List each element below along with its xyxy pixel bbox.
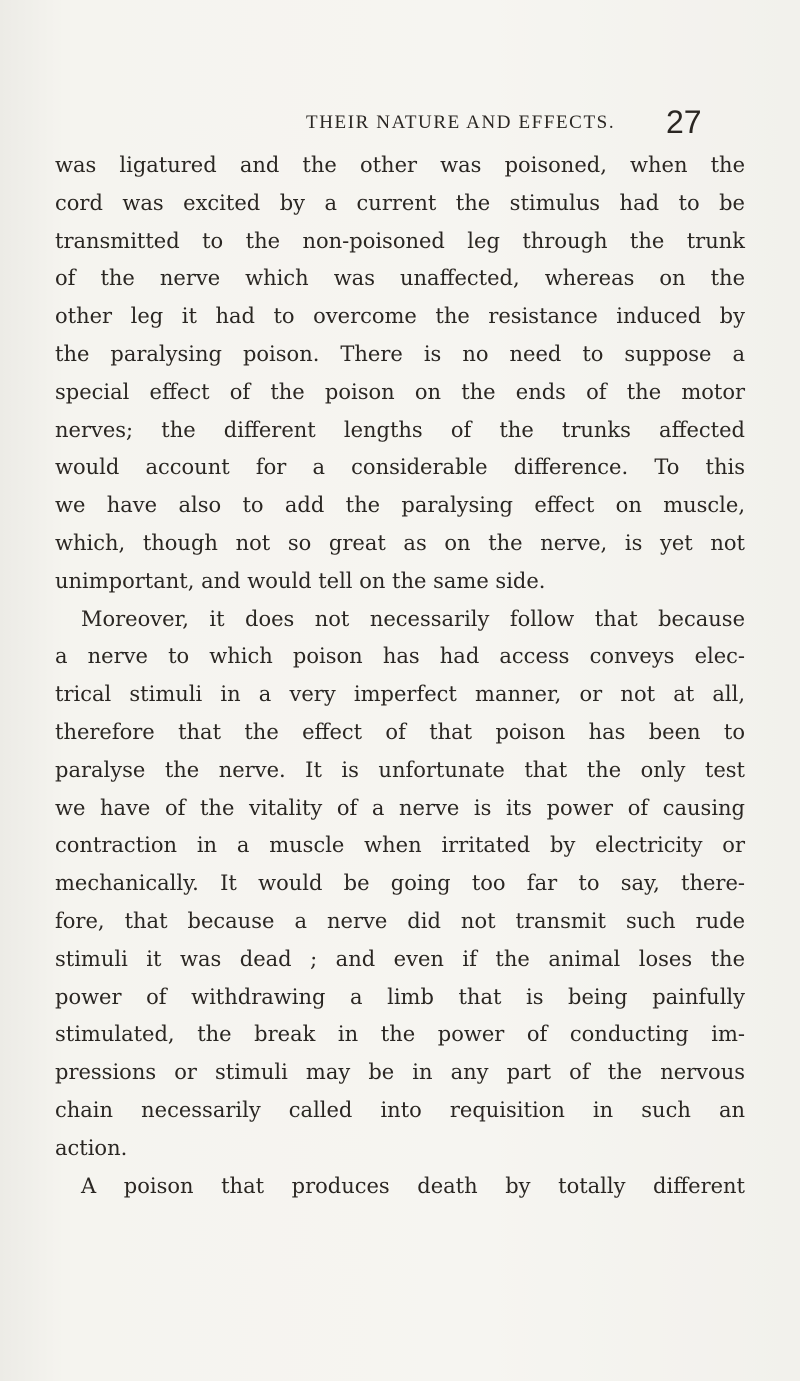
text-line-20: mechanically. It would be going too far to say, there- (55, 871, 745, 896)
page-number: 27 (666, 104, 702, 140)
text-line-3: transmitted to the non-poisoned leg through the trunk (55, 228, 745, 253)
text-line-23: power of withdrawing a limb that is being painfully (55, 984, 745, 1009)
text-line-24: stimulated, the break in the power of conducting im- (55, 1022, 745, 1047)
text-line-5: other leg it had to overcome the resistance induced by (55, 304, 745, 329)
text-line-21: fore, that because a nerve did not transmit such rude (55, 908, 745, 933)
text-line-14: a nerve to which poison has had access conveys elec- (55, 644, 745, 669)
running-head (0, 104, 800, 144)
text-line-9: would account for a considerable difference. To this (55, 455, 745, 480)
text-line-17: paralyse the nerve. It is unfortunate that the only test (55, 757, 745, 782)
text-line-19: contraction in a muscle when irritated by electricity or (55, 833, 745, 858)
text-line-27: action. (55, 1135, 128, 1160)
text-line-2: cord was excited by a current the stimulus had to be (55, 190, 745, 215)
text-line-6: the paralysing poison. There is no need to suppose a (55, 341, 745, 366)
body-text (55, 147, 745, 1205)
text-line-10: we have also to add the paralysing effect on muscle, (55, 493, 745, 518)
text-line-25: pressions or stimuli may be in any part of the nervous (55, 1060, 745, 1085)
text-line-28: A poison that produces death by totally different (81, 1173, 745, 1198)
text-line-4: of the nerve which was unaffected, whereas on the (55, 266, 745, 291)
text-line-7: special effect of the poison on the ends of the motor (55, 379, 745, 404)
running-title: THEIR NATURE AND EFFECTS. (306, 112, 616, 133)
text-line-8: nerves; the different lengths of the trunks affected (55, 417, 745, 442)
text-line-26: chain necessarily called into requisition in such an (55, 1097, 745, 1122)
text-line-1: was ligatured and the other was poisoned, when the (55, 153, 745, 177)
text-line-15: trical stimuli in a very imperfect manner, or not at all, (55, 682, 745, 707)
text-line-18: we have of the vitality of a nerve is its power of causing (55, 795, 745, 820)
text-line-11: which, though not so great as on the nerve, is yet not (55, 530, 745, 555)
text-line-16: therefore that the effect of that poison has been to (55, 719, 745, 744)
text-line-22: stimuli it was dead ; and even if the animal loses the (55, 946, 745, 971)
text-line-13: Moreover, it does not necessarily follow that because (81, 606, 745, 631)
text-line-12: unimportant, and would tell on the same side. (55, 568, 546, 593)
